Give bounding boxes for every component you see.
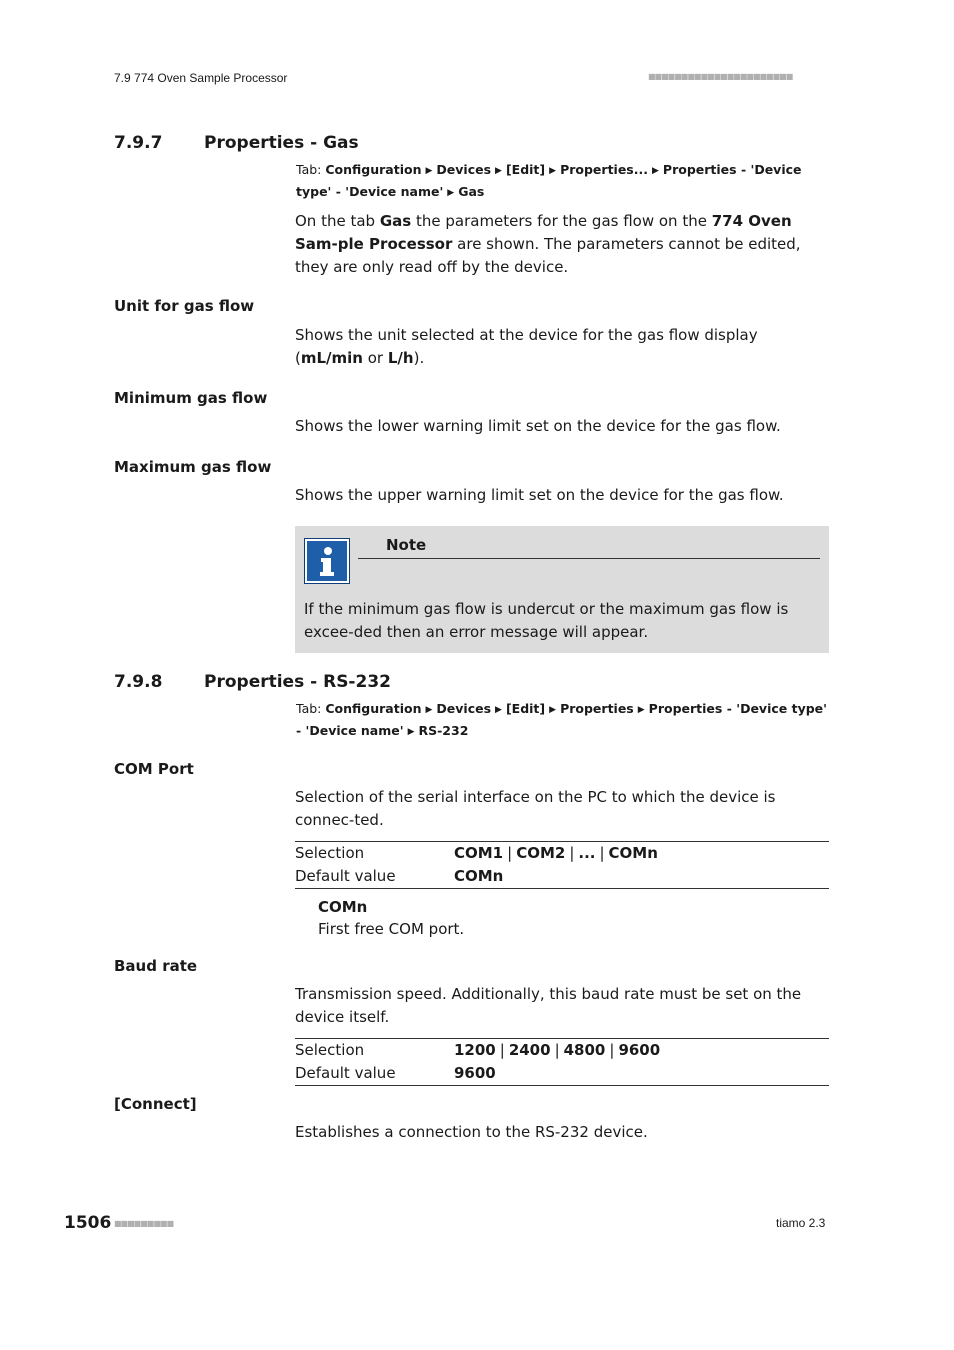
selection-option: 1200 bbox=[454, 1041, 496, 1059]
text-run: the parameters for the gas flow on the bbox=[411, 212, 712, 230]
option-description: First free COM port. bbox=[318, 920, 465, 938]
param-connect-button: [Connect] bbox=[114, 1095, 197, 1113]
selection-values: COM1 | COM2 | ... | COMn bbox=[454, 844, 658, 862]
text-run: Shows the unit selected at the device for the gas flow display ( bbox=[295, 326, 758, 367]
default-label: Default value bbox=[295, 1064, 396, 1082]
param-minimum-description: Shows the lower warning limit set on the device for the gas flow. bbox=[295, 417, 781, 435]
default-value: 9600 bbox=[454, 1064, 496, 1082]
default-value: COMn bbox=[454, 867, 504, 885]
selection-values: 1200 | 2400 | 4800 | 9600 bbox=[454, 1041, 661, 1059]
note-divider bbox=[358, 558, 820, 559]
note-text: If the minimum gas flow is undercut or the maximum gas flow is excee-ded then an error message will appear. bbox=[304, 600, 789, 641]
tab-path-item: Configuration bbox=[325, 162, 422, 177]
tab-path-item: Devices bbox=[436, 701, 492, 716]
product-name: tiamo 2.3 bbox=[776, 1216, 826, 1230]
option-term: COMn bbox=[318, 898, 368, 916]
param-unit-for-gas-flow: Unit for gas flow bbox=[114, 297, 255, 315]
selection-row bbox=[295, 1039, 829, 1062]
param-maximum-description: Shows the upper warning limit set on the device for the gas flow. bbox=[295, 486, 784, 504]
selection-option: 4800 bbox=[563, 1041, 606, 1059]
tab-path-item: [Edit] bbox=[505, 701, 546, 716]
header-dots: ■■■■■■■■■■■■■■■■■■■■■■ bbox=[648, 72, 793, 81]
selection-row bbox=[295, 842, 829, 865]
note-box bbox=[295, 526, 829, 653]
info-icon bbox=[304, 538, 350, 584]
ui-term: Gas bbox=[379, 212, 412, 230]
tab-path-item: Gas bbox=[458, 184, 485, 199]
param-com-port: COM Port bbox=[114, 760, 194, 778]
tab-path-item: RS-232 bbox=[418, 723, 469, 738]
running-header: 7.9 774 Oven Sample Processor bbox=[114, 71, 288, 85]
section-title: Properties - RS-232 bbox=[204, 672, 391, 692]
text-run: ). bbox=[413, 349, 425, 367]
text-run: are shown. The parameters cannot be edited, they are only read off by the device. bbox=[295, 235, 801, 276]
device-term: 774 Oven Sam-ple Processor bbox=[295, 212, 792, 253]
unit-term: mL/min bbox=[300, 349, 363, 367]
tab-label: Tab: bbox=[296, 701, 322, 716]
selection-option: 2400 bbox=[508, 1041, 551, 1059]
tab-path-gas: Tab: Configuration ▶ Devices ▶ [Edit] ▶ Properties... ▶ Properties - 'Device type' - 'Device name' ▶ Gas bbox=[296, 162, 802, 199]
baud-rate-value-table bbox=[295, 1038, 829, 1086]
tab-path-item: Properties - 'Device type' - 'Device name' bbox=[296, 162, 802, 199]
page-number: 1506 bbox=[64, 1213, 112, 1233]
param-baud-rate: Baud rate bbox=[114, 957, 198, 975]
default-row bbox=[295, 1062, 829, 1085]
param-com-port-description: Selection of the serial interface on the PC to which the device is connec-ted. bbox=[295, 788, 776, 829]
selection-option: COM2 bbox=[516, 844, 566, 862]
unit-term: L/h bbox=[387, 349, 414, 367]
tab-path-item: Properties bbox=[560, 701, 634, 716]
tab-path-item: Configuration bbox=[325, 701, 422, 716]
section-number: 7.9.7 bbox=[114, 133, 163, 153]
selection-option: COMn bbox=[608, 844, 658, 862]
text-run: On the tab bbox=[295, 212, 380, 230]
gas-intro-paragraph bbox=[295, 210, 829, 279]
default-label: Default value bbox=[295, 867, 396, 885]
tab-path-rs232: Tab: Configuration ▶ Devices ▶ [Edit] ▶ Properties ▶ Properties - 'Device type' - 'Device name' ▶ RS-232 bbox=[296, 701, 827, 738]
selection-option: ... bbox=[578, 844, 596, 862]
selection-option: COM1 bbox=[454, 844, 504, 862]
text-run: or bbox=[362, 349, 388, 367]
param-minimum-gas-flow: Minimum gas flow bbox=[114, 389, 268, 407]
param-connect-description: Establishes a connection to the RS-232 device. bbox=[295, 1123, 648, 1141]
param-unit-description bbox=[295, 324, 829, 370]
footer-dots: ■■■■■■■■■ bbox=[114, 1219, 174, 1228]
tab-path-item: [Edit] bbox=[505, 162, 546, 177]
tab-path-item: Devices bbox=[436, 162, 492, 177]
selection-label: Selection bbox=[295, 1041, 365, 1059]
tab-path-item: Properties... bbox=[560, 162, 648, 177]
tab-label: Tab: bbox=[296, 162, 322, 177]
com-port-value-table bbox=[295, 841, 829, 889]
note-title: Note bbox=[386, 536, 427, 554]
default-row bbox=[295, 865, 829, 888]
param-maximum-gas-flow: Maximum gas flow bbox=[114, 458, 272, 476]
param-baud-rate-description: Transmission speed. Additionally, this baud rate must be set on the device itself. bbox=[295, 985, 802, 1026]
section-title: Properties - Gas bbox=[204, 133, 359, 153]
selection-option: 9600 bbox=[618, 1041, 661, 1059]
tab-path-item: Properties - 'Device type' - 'Device name' bbox=[296, 701, 827, 738]
section-number: 7.9.8 bbox=[114, 672, 163, 692]
selection-label: Selection bbox=[295, 844, 365, 862]
